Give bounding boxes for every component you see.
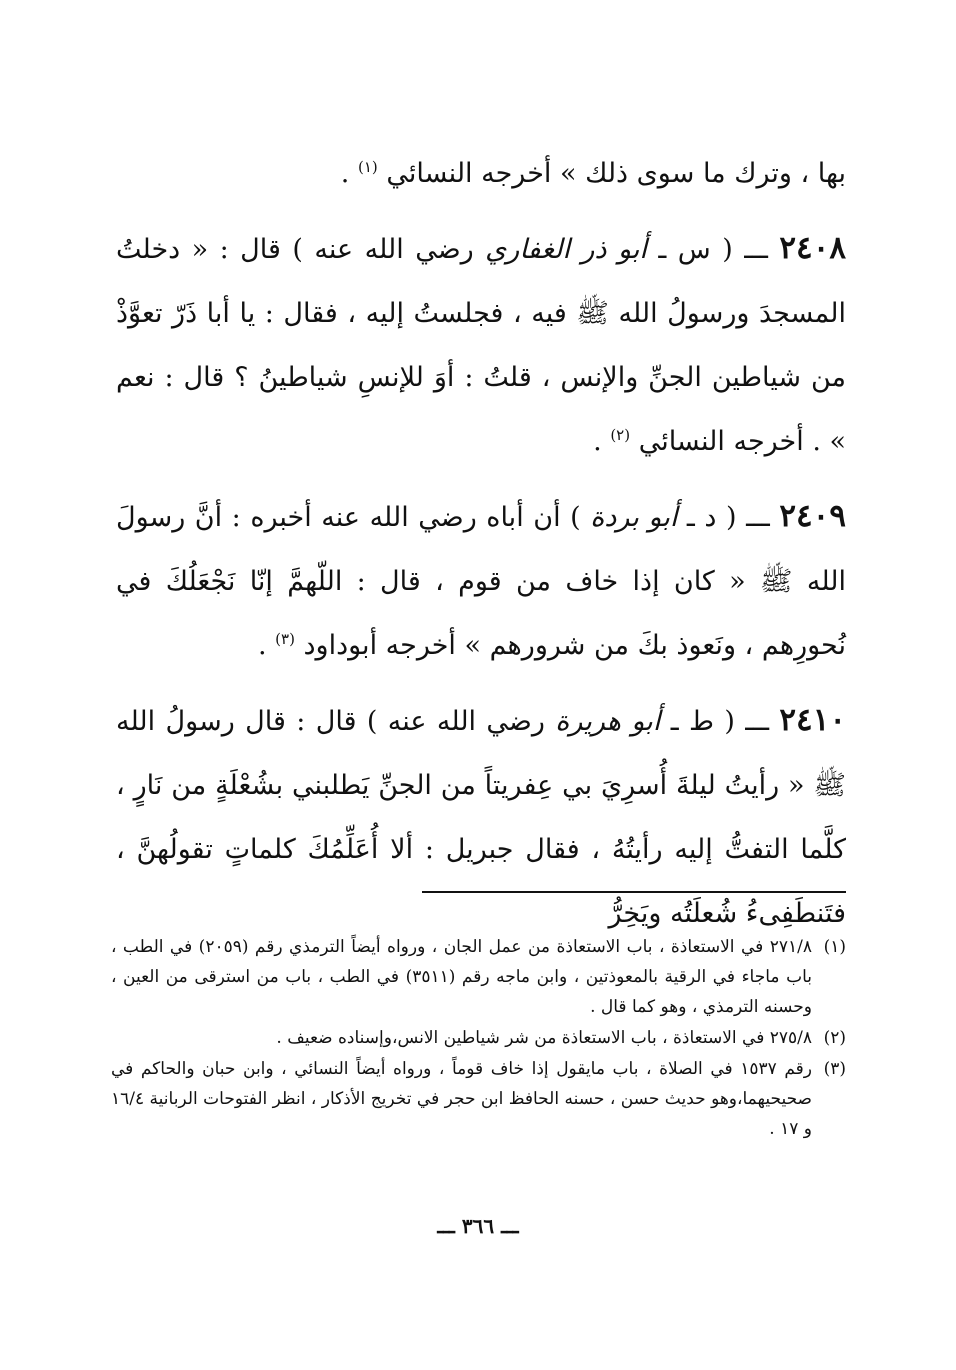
footnote-text: ٢٧٥/٨ في الاستعاذة ، باب الاستعاذة من شر شياطين الانس،وإسناده ضعيف . bbox=[276, 1028, 812, 1048]
hadith-opening: ـــ ( س ـ bbox=[646, 234, 780, 265]
footnote-divider bbox=[422, 891, 846, 893]
footnotes bbox=[111, 932, 846, 1145]
footnote-reference: (١) bbox=[357, 158, 378, 176]
hadith-tail: . bbox=[257, 630, 276, 661]
footnote-reference: (٢) bbox=[610, 426, 631, 444]
hadith-opening: ـــ ( ط ـ bbox=[660, 706, 780, 737]
hadith-narrator: أبو ذر الغفاري bbox=[485, 234, 647, 265]
hadith-number: ٢٤٠٩ bbox=[779, 498, 846, 534]
hadith-text: رضي الله عنه ) قال : « دخلتُ المسجدَ ورسولُ الله ﷺ فيه ، فجلستُ إليه ، فقال : يا أبا ذَرّ تعوَّذْ من شياطين الجنِّ والإنس ، قلتُ : أوَ للإنسِ شياطينُ ؟ قال : نعم » . أخرجه النسائي bbox=[116, 234, 846, 457]
page-number: ـــ ٣٦٦ ـــ bbox=[437, 1214, 519, 1238]
hadith-number: ٢٤٠٨ bbox=[779, 230, 846, 266]
footnote-mark: (٣) bbox=[823, 1059, 846, 1079]
hadith-tail: . bbox=[593, 426, 611, 457]
hadith-text: رضي الله عنه ) قال : قال رسولُ الله ﷺ « رأيتُ ليلةَ أُسرِيَ بي عِفريتاً من الجنِّ يَطلبني بشُعْلَةٍ من نَارٍ ، كلَّما التفتُّ إليه رأيتُهُ ، فقال جبريل : ألا أُعَلِّمُكَ كلماتٍ تقولُهنَّ ، فتَنطَفِىءُ شُعلَتُه ويَخِرُّ bbox=[116, 706, 846, 929]
hadith-narrator: أبو بردة bbox=[590, 502, 678, 533]
footnote-text: رقم ١٥٣٧ في الصلاة ، باب مايقول إذا خاف قوماً ، ورواه أيضاً النسائي ، وابن حبان والحاكم في صحيحيهما،وهو حديث حسن ، حسنه الحافظ ابن حجر في تخريج الأذكار ، انظر الفتوحات الربانية ١٦/٤ و ١٧ . bbox=[111, 1059, 812, 1139]
hadith-opening: ـــ ( د ـ bbox=[677, 502, 780, 533]
footnote-reference: (٣) bbox=[275, 630, 295, 648]
hadith-continuation bbox=[116, 142, 846, 206]
hadith-2408 bbox=[116, 216, 846, 474]
hadith-narrator: أبو هريرة bbox=[555, 706, 661, 737]
hadith-number: ٢٤١٠ bbox=[779, 702, 846, 738]
footnote-mark: (٢) bbox=[823, 1028, 846, 1048]
footnote-text: ٢٧١/٨ في الاستعاذة ، باب الاستعاذة من عمل الجان ، ورواه أيضاً الترمذي رقم (٢٠٥٩) في الطب ، باب ماجاء في الرقية بالمعوذتين ، وابن ماجه رقم (٣٥١١) في الطب ، باب من استرقى من العين ، وحسنه الترمذي ، وهو كما قال . bbox=[111, 937, 812, 1017]
hadith-2409 bbox=[116, 484, 846, 678]
hadith-text: بها ، وترك ما سوى ذلك » أخرجه النسائي bbox=[386, 158, 846, 189]
hadith-2410 bbox=[116, 688, 846, 946]
main-text bbox=[116, 142, 846, 946]
footnote-item bbox=[111, 932, 846, 1022]
hadith-text: ) أن أباه رضي الله عنه أخبره : أنَّ رسولَ الله ﷺ « كان إذا خاف من قوم ، قال : اللّهمَّ إنّا نَجْعَلُكَ في نُحورِهم ، ونَعوذ بكَ من شرورهم » أخرجه أبوداود bbox=[116, 502, 846, 661]
hadith-tail: . bbox=[340, 158, 358, 189]
footnote-mark: (١) bbox=[823, 937, 846, 957]
footnote-item bbox=[111, 1023, 846, 1053]
footnote-item bbox=[111, 1054, 846, 1144]
